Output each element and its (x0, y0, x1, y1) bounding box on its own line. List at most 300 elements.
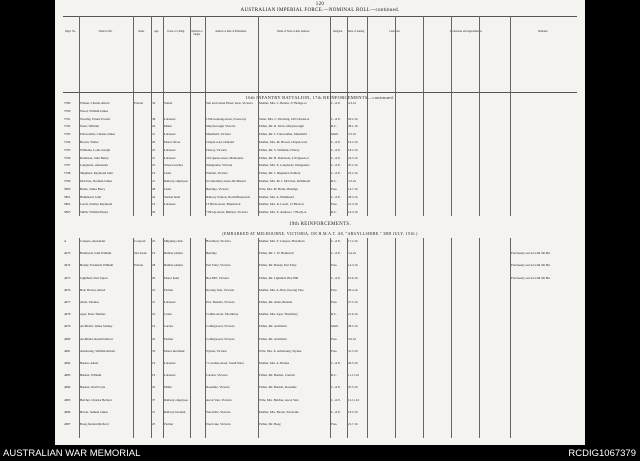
cell-age: 19 (152, 374, 156, 378)
cell-addr: 219 Queen-street, Melbourne (206, 156, 244, 160)
cell-trade: Labourer (164, 374, 176, 378)
cell-trade: Railway employee (164, 398, 188, 402)
cell-trade: Railway employee (164, 180, 188, 183)
table-row (55, 374, 585, 380)
cell-trade: Labourer (164, 133, 176, 137)
cell-trade: Clerk (164, 187, 172, 191)
section-new-title: 19th REINFORCEMENTS. (288, 222, 352, 227)
cell-name: Barnes, Albert (80, 362, 99, 365)
column-divider (79, 16, 80, 216)
cell-kin: Wife, Mrs. E. Armstrong, Wyuna (259, 349, 302, 353)
cell-addr: Wangaratta, Victoria (206, 164, 233, 168)
cell-trade: Carrier (164, 325, 174, 329)
table-row (55, 411, 585, 417)
cell-kin: Father, Mr. S. Williams, Fitzroy (259, 148, 300, 152)
table-row (55, 386, 585, 392)
cell-rel: C. of E. (331, 156, 341, 160)
cell-name: Barnett, David Lyle (80, 386, 106, 390)
table-row (55, 325, 585, 331)
cell-name: Archibald, Ronald Alfred (80, 337, 113, 341)
embarkation-note: (EMBARKED AT MELBOURNE, VICTORIA, ON H.M.A.T. A8, "ARGYLLSHIRE," 3RD JULY, 1916.) (222, 231, 418, 236)
cell-age: 21 (152, 180, 156, 183)
table-row (55, 264, 585, 270)
cell-kin: Father, Mr. Barnett, Carrum (259, 374, 295, 378)
cell-kin: Mother, Mrs. E. Andrews, 7 Brady-st (259, 211, 307, 215)
cell-age: 19 (152, 325, 156, 329)
cell-name: Agar, Peter Thomas (80, 313, 106, 317)
cell-name: Smith, William Henry (80, 211, 109, 215)
table-row (55, 133, 585, 139)
cell-age: 21 (152, 301, 156, 304)
column-header: Address at time of Enlistment. (215, 30, 247, 33)
cell-age: 34 (152, 102, 156, 105)
cell-rel: R.C. (331, 125, 337, 129)
cell-no: 4678 (64, 313, 71, 317)
cell-no: 4681 (64, 349, 71, 353)
cell-addr: Bendigo (206, 252, 217, 256)
table-row (55, 102, 585, 108)
cell-age: 37 (152, 398, 156, 402)
column-divider (151, 16, 152, 216)
cell-date: 21.3.16 (348, 203, 358, 207)
cell-date: 25.5.16 (348, 386, 358, 390)
cell-kin: Father, Mr. Bondy, Port Fairy (259, 264, 297, 268)
cell-name: Williams, Louis Joseph (80, 148, 110, 152)
column-header: Religion. (333, 30, 343, 33)
cell-age: 26 (152, 211, 156, 215)
table-row (55, 149, 585, 155)
cell-addr: East Lake, Victoria (206, 423, 231, 426)
cell-addr: Maryborough, Victoria (206, 125, 236, 129)
cell-addr: Ascot Vale, Victoria (206, 398, 232, 402)
column-header: Trade or Calling. (167, 30, 185, 33)
cell-no: 4683 (64, 374, 71, 378)
header-top-rule (63, 16, 577, 17)
table-row (55, 289, 585, 295)
cell-kin: Mother, Mrs. C. Belton, 27 Bridge-ro (259, 102, 307, 105)
cell-age: 33 (152, 349, 156, 353)
cell-age: 26 (152, 141, 156, 144)
cell-age: 22 (152, 313, 156, 317)
cell-trade: Motor mechanic (164, 349, 185, 353)
cell-rel: C. of E. (331, 148, 341, 152)
column-header: Remarks (538, 30, 548, 33)
cell-no: 4675 (64, 276, 71, 280)
table-row (55, 118, 585, 124)
cell-age: 24 (152, 125, 156, 129)
cell-age: 22 (152, 288, 156, 292)
cell-no: 4679 (64, 325, 71, 329)
table-row (55, 172, 585, 178)
cell-name: Bevan, Samuel James (80, 410, 108, 414)
cell-name: Archibald, James Stanley (80, 325, 113, 329)
cell-age: 22 (152, 386, 156, 390)
cell-age: 25 (152, 423, 156, 426)
cell-name: Armstrong, William Robert (80, 349, 116, 353)
table-row (55, 277, 585, 283)
column-divider (330, 16, 331, 216)
cell-date: 3.4.16 (348, 252, 356, 256)
cell-date: 21.6.16 (348, 313, 358, 317)
cell-kin: Father, Mr. Allen, Benalla (259, 301, 293, 304)
cell-kin: Father, Mr. R. Worn, Maryborough (259, 125, 304, 129)
cell-kin: Mother, Mrs. Agar, Thornbury (259, 313, 298, 317)
cell-age: 24 (152, 195, 156, 199)
cell-addr: P.O., Benalla, Victoria (206, 301, 235, 304)
cell-rel: Pres. (331, 337, 338, 341)
cell-no: 5793 (64, 133, 71, 137)
cell-age: 25 (152, 164, 156, 168)
cell-addr: 6 Canterbury-street, Richmond (206, 180, 246, 183)
table-row (55, 110, 585, 116)
cell-date: 10.6.16 (348, 276, 358, 280)
table-row (55, 313, 585, 319)
column-divider (510, 16, 511, 216)
column-divider (163, 16, 164, 216)
table-row (55, 423, 585, 429)
cell-name: Lighthall, Neil Upton (80, 276, 108, 280)
cell-date: 3.3.16 (348, 180, 356, 183)
cell-trade: Cutter (164, 313, 172, 317)
cell-kin: Mother, Mrs. E. Longfords, Wangaratta (259, 164, 310, 168)
cell-rel: C. of E. (331, 362, 341, 365)
cell-no: 5796 (64, 156, 71, 160)
cell-name: Wood, William James (80, 109, 108, 113)
roll-page (55, 0, 585, 445)
table-row (55, 141, 585, 147)
cell-name: Barnett, William (80, 374, 102, 378)
cell-rel: R.C. (331, 313, 337, 317)
cell-addr: Wyuna, Victoria (206, 349, 227, 353)
cell-no: 4682 (64, 362, 71, 365)
cell-rel: C. of E. (331, 398, 341, 402)
cell-date: 17.2.16 (348, 240, 358, 243)
table-row (55, 164, 585, 170)
cell-trade: School teacher (164, 164, 183, 168)
cell-kin: Father, Mr. J. Shepherd, Prahran (259, 172, 301, 176)
cell-rel: C. of E. (331, 252, 341, 256)
cell-trade: Rubber planter (164, 264, 184, 268)
cell-rel: Meth. (331, 325, 339, 329)
cell-rank: Private (134, 102, 144, 105)
cell-trade: Railway fireman (164, 410, 186, 414)
column-divider (258, 16, 259, 216)
cell-name: Burns, James Barry (80, 187, 106, 191)
cell-no: A (64, 240, 67, 243)
cell-date: 12.11.16 (348, 398, 360, 402)
cell-age: 22 (152, 337, 156, 341)
cell-addr: Rosedale, Victoria (206, 386, 230, 390)
cell-name: Allen, Thomas (80, 301, 99, 304)
cell-no: 4685 (64, 398, 71, 402)
cell-no: 5801 (64, 195, 71, 199)
cell-name: Bolt, Horace Alfred (80, 288, 106, 292)
section-continued-title: 16th INFANTRY BATTALION, 17th REINFORCEMENTS—continued. (245, 95, 395, 100)
cell-rel: Pres. (331, 264, 338, 268)
cell-no: 4687 (64, 423, 71, 426)
cell-remark: Previously served with 5th Bn. (511, 276, 551, 280)
cell-trade: Motor hand (164, 276, 179, 280)
cell-kin: Wife, Mrs. M. Burns, Bendigo (259, 187, 299, 191)
cell-kin: Father, Mr. Archibald (259, 325, 287, 329)
cell-addr: Box Hill, Victoria (206, 276, 229, 280)
cell-name: Bondy, Frederick William (80, 264, 114, 268)
cell-addr: Chapel-road, Ormond (206, 141, 234, 144)
cell-kin: Sister, Mrs. C. Dowling, 169 Charles-st (259, 117, 310, 121)
table-row (55, 338, 585, 344)
roll-title: AUSTRALIAN IMPERIAL FORCE.—NOMINAL ROLL—continued. (240, 8, 400, 13)
column-header: Promotions and Appointments (450, 30, 482, 33)
column-divider (205, 16, 206, 216)
cell-date: 27.5.16 (348, 301, 358, 304)
cell-kin: Father, Mr. Boag (259, 423, 281, 426)
cell-rel: Meth. (331, 133, 339, 137)
cell-rel: C. of E. (331, 386, 341, 390)
institution-label: AUSTRALIAN WAR MEMORIAL (3, 448, 141, 459)
cell-kin: Father, Mr. T. Fairweather, Mansfield (259, 133, 307, 137)
column-header: Rank. (138, 30, 145, 33)
cell-addr: Korong Vale, Victoria (206, 288, 234, 292)
cell-name: Hammond, John (80, 195, 102, 199)
column-divider (133, 16, 134, 216)
cell-rel: Pres. (331, 203, 338, 207)
cell-addr: Yarraville, Victoria (206, 410, 231, 414)
cell-addr: Collingwood, Victoria (206, 337, 235, 341)
cell-no: 4686 (64, 410, 71, 414)
cell-kin: Father, Mr. Barnett, Rosedale (259, 386, 297, 390)
cell-kin: Father, Mr. Archibald (259, 337, 287, 341)
table-row (55, 399, 585, 405)
footer-bar (0, 445, 640, 461)
cell-kin: Mother, Mrs. A. Barnes (259, 362, 290, 365)
cell-name: Leech, Stanley Raymond (80, 203, 113, 207)
cell-addr: Bendigo, Victoria (206, 187, 229, 191)
cell-rel: Pres. (331, 187, 338, 191)
cell-addr: Railway Station, North Brunswick (206, 195, 251, 199)
cell-name: Longfords, Alexander (80, 164, 108, 168)
cell-rel: C. of E. (331, 117, 341, 121)
column-divider (479, 16, 480, 216)
cell-name: Bramwell, John William (80, 252, 112, 256)
cell-trade: Miller (164, 386, 172, 390)
cell-addr: Fitzroy, Victoria (206, 148, 227, 152)
column-divider (451, 16, 452, 216)
column-header: Date of Joining. (348, 30, 365, 33)
cell-rel: C. of E. (331, 195, 341, 199)
cell-trade: Shipping clerk (164, 240, 183, 243)
column-divider (423, 16, 424, 216)
cell-name: Robinson, John Henry (80, 156, 109, 160)
cell-date: 14.7.16 (348, 187, 358, 191)
cell-age: 23 (152, 148, 156, 152)
cell-trade: Farmer (164, 423, 174, 426)
cell-rel: R.C. (331, 374, 337, 378)
cell-rel: C. of E. (331, 141, 341, 144)
cell-date: 14.3.16 (348, 264, 358, 268)
cell-rel: C. of E. (331, 164, 341, 168)
cell-no: 5802 (64, 203, 71, 207)
cell-no: 5799 (64, 180, 71, 183)
cell-addr: 7 Caroline-street, South Yarra (206, 362, 244, 365)
cell-kin: Mother, Mrs. M. J. McClure, Richmond (259, 180, 311, 183)
cell-name: McClure, Norman James (80, 180, 112, 183)
cell-date: 26.4.16 (348, 288, 358, 292)
cell-rel: Pres. (331, 349, 338, 353)
cell-age: 28 (152, 187, 156, 191)
cell-kin: Father, Mr. Lighthall, Box Hill (259, 276, 299, 280)
cell-name: Woolley, Ernest Everett (80, 117, 111, 121)
cell-addr: Carrum, Victoria (206, 374, 228, 378)
cell-age: 19 (152, 203, 156, 207)
table-row (55, 125, 585, 131)
cell-rank: Corporal (134, 240, 146, 243)
cell-no: 5798 (64, 172, 71, 176)
cell-name: Conyers, Alexander (80, 240, 106, 243)
cell-age: 21 (152, 156, 156, 160)
cell-kin: Mother, Mrs. Bevan, Yarraville (259, 410, 299, 414)
cell-name: Fairweather, Charles James (80, 133, 116, 137)
table-row (55, 301, 585, 307)
cell-remark: Previously served with 5th Bn. (511, 252, 551, 256)
cell-rel: R.C. (331, 180, 337, 183)
cell-date: 11.11.16 (348, 374, 359, 378)
cell-trade: Labourer (164, 301, 176, 304)
column-header: Age. (154, 30, 159, 33)
cell-name: Worn, William (80, 125, 99, 129)
cell-name: Wilson, Charles Alfred (80, 102, 110, 105)
column-header: Name of Next-of-Kin, Address. (277, 30, 310, 33)
cell-date: 16.3.16 (348, 211, 358, 215)
table-row (55, 362, 585, 368)
cell-no: 5790 (64, 109, 71, 113)
table-row (55, 350, 585, 356)
page-number: 120 (315, 2, 325, 7)
cell-age: 21 (152, 133, 156, 137)
cell-age: 21 (152, 410, 156, 414)
cell-rel: C. of E. (331, 102, 341, 105)
cell-addr: Port Fairy, Victoria (206, 264, 231, 268)
cell-age: 19 (152, 252, 156, 256)
cell-addr: Mansfield, Victoria (206, 133, 231, 137)
table-row (55, 188, 585, 194)
cell-date: 21.7.16 (348, 423, 358, 426)
cell-date: 19.5.16 (348, 410, 358, 414)
cell-addr: 1599 Geelong-street, Footscray (206, 117, 247, 121)
cell-trade: Miner (164, 125, 172, 129)
cell-date: 31.5.16 (348, 349, 358, 353)
cell-date: 29.2.16 (348, 117, 358, 121)
cell-kin: Father, Mr. H. Robinson, 219 Queen-st (259, 156, 309, 160)
cell-trade: Labourer (164, 362, 176, 365)
cell-no: 5792 (64, 125, 71, 129)
cell-trade: Farmer (164, 288, 174, 292)
cell-rank: 2nd Lieut. (134, 252, 148, 256)
column-divider (190, 16, 191, 216)
cell-kin: Father, Mr. J. W. Bramwell (259, 252, 294, 256)
cell-rel: Pres. (331, 288, 338, 292)
cell-no: 4677 (64, 301, 71, 304)
cell-date: 28.5.16 (348, 325, 358, 329)
cell-remark: Previously served with 5th Bn. (511, 264, 551, 268)
cell-addr: 7 Brady-street, Ballarat, Victoria (206, 211, 248, 215)
table-row (55, 211, 585, 217)
cell-date: 18.2.16 (348, 148, 358, 152)
table-row (55, 240, 585, 246)
cell-name: Boag, Roland Richard (80, 423, 109, 426)
cell-age: 38 (152, 117, 156, 121)
cell-no: 5797 (64, 164, 71, 168)
cell-trade: Waiter (164, 102, 173, 105)
table-row (55, 196, 585, 202)
cell-rel: C. of E. (331, 410, 341, 414)
cell-no: 5794 (64, 141, 71, 144)
cell-no: 5803 (64, 211, 71, 215)
cell-no: 4684 (64, 386, 71, 390)
column-divider (347, 16, 348, 216)
cell-no: 4674 (64, 264, 71, 268)
cell-no: 5791 (64, 117, 71, 121)
cell-addr: Collins-street, Thornbury (206, 313, 239, 317)
cell-kin: Mother, Mrs. R. Leech, 13 Birch-st (259, 203, 304, 207)
cell-no: 5789 (64, 102, 71, 105)
cell-age: 19 (152, 362, 156, 365)
cell-date: 16.2.16 (348, 141, 358, 144)
cell-no: 4680 (64, 337, 71, 341)
cell-date: 28.3.16 (348, 195, 358, 199)
cell-rel: C. of E. (331, 276, 341, 280)
table-row (55, 157, 585, 163)
cell-kin: Mother, Mrs. M. Brown, Chapel-road (259, 141, 308, 144)
cell-kin: Wife, Mrs. Belcher, Ascot Vale (259, 398, 299, 402)
cell-kin: Mother, Mrs. A. Bolt, Korong Vale (259, 288, 304, 292)
cell-date: 3.3.16 (348, 133, 356, 137)
cell-rel: C. of E. (331, 172, 341, 176)
column-header: Married or Single. (191, 30, 203, 36)
cell-trade: Labourer (164, 203, 176, 207)
cell-name: Belcher, Charles Herbert (80, 398, 112, 402)
cell-addr: Collingwood, Victoria (206, 325, 235, 329)
cell-age: 25 (152, 240, 156, 243)
cell-trade: Labourer (164, 117, 176, 121)
header-bottom-rule (63, 92, 577, 93)
cell-trade: Clerk (164, 172, 172, 176)
cell-date: 4.3.16 (348, 102, 356, 105)
cell-date: 28.1.16 (348, 125, 358, 129)
cell-no: 5795 (64, 148, 71, 152)
cell-date: 23.2.16 (348, 172, 358, 176)
column-header: Casualties (389, 30, 400, 33)
column-divider (367, 16, 368, 216)
cell-rel: R.C. (331, 211, 337, 215)
cell-addr: Star and Garter Hotel, Kew, Victoria (206, 102, 253, 105)
cell-name: Shepherd, Raymond John (80, 172, 113, 176)
record-id: RCDIG1067379 (568, 448, 636, 459)
cell-trade: Rubber planter (164, 252, 184, 256)
cell-no: 4670 (64, 252, 71, 256)
cell-trade: Farmer (164, 337, 174, 341)
cell-trade: Labourer (164, 156, 176, 160)
cell-addr: Prahran, Victoria (206, 172, 228, 176)
cell-trade: Station hand (164, 195, 181, 199)
cell-rel: Pres. (331, 301, 338, 304)
cell-rel: C. of E. (331, 240, 341, 243)
cell-addr: Hawthorn, Victoria (206, 240, 231, 243)
cell-no: 5800 (64, 187, 71, 191)
cell-kin: Mother, Mrs. A. Hammond (259, 195, 294, 199)
cell-rank: Private (134, 264, 144, 268)
cell-rel: Pres. (331, 423, 338, 426)
column-header: Name in full. (98, 30, 113, 33)
